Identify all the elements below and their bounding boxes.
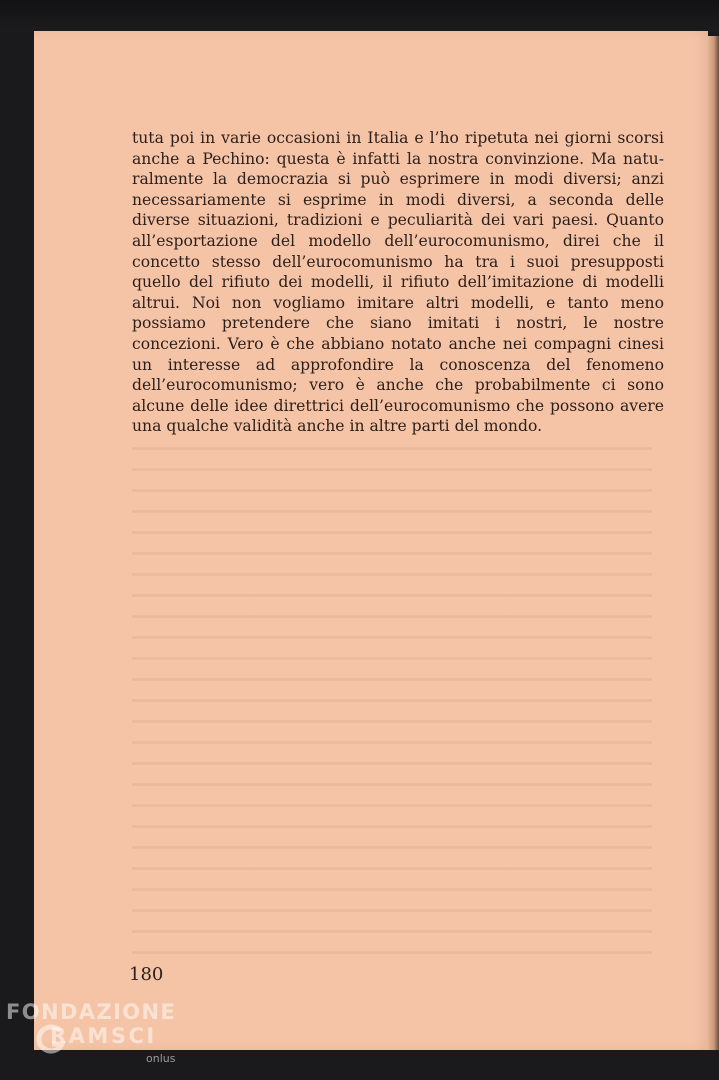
scanner-background-top [0, 0, 719, 32]
watermark-line-1: FONDAZIONE [6, 1000, 177, 1024]
page-number: 180 [129, 964, 164, 985]
fondazione-gramsci-watermark [6, 1000, 206, 1072]
body-paragraph: tuta poi in varie occasioni in Italia e l’ho ripetuta nei giorni scorsi anche a Pechino: questa è infatti la nostra convinzione. Ma naturalmente la democrazia si può esprimere in modi diversi; anzi necessariamente si esprime in modi diversi, a seconda delle diverse situazioni, tradizioni e peculiarità dei vari paesi. Quanto all’esportazione del modello dell’eurocomunismo, direi che il concetto stesso dell’eurocomunismo ha tra i suoi presupposti quello del rifiuto dei modelli, il rifiuto dell’imitazione di modelli altrui. Noi non vogliamo imitare altri modelli, e tanto meno possiamo pretendere che siano imitati i nostri, le nostre concezioni. Vero è che abbiano notato anche nei compagni cinesi un interesse ad approfondire la conoscenza del fenomeno dell’eurocomunismo; vero è anche che probabilmente ci sono alcune delle idee direttrici dell’eurocomunismo che possono avere una qualche validità anche in altre parti del mondo. [132, 129, 664, 436]
watermark-line-2: RAMSCI [50, 1024, 157, 1048]
watermark-line-3: onlus [146, 1052, 176, 1065]
page-edge-shadow [708, 36, 719, 1050]
